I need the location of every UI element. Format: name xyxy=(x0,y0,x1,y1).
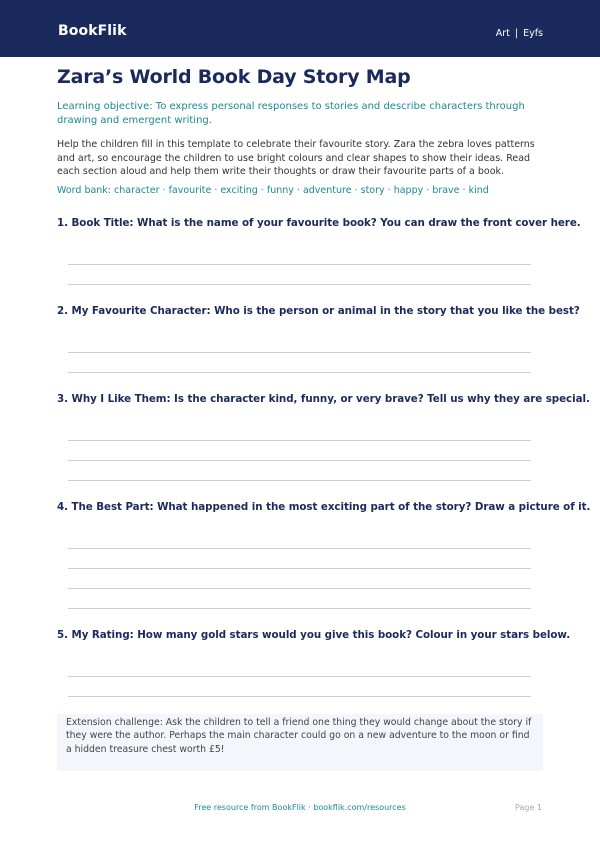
question-5: 5. My Rating: How many gold stars would you give this book? Colour in your stars below. xyxy=(57,629,571,641)
tag-art[interactable]: Art xyxy=(495,28,510,39)
learning-objective: Learning objective: To express personal responses to stories and describe characters through drawing and emergent writing. xyxy=(57,101,525,126)
question-2: 2. My Favourite Character: Who is the person or animal in the story that you like the best? xyxy=(57,305,580,317)
page-title: Zara’s World Book Day Story Map xyxy=(57,66,411,88)
tag-separator: | xyxy=(514,28,519,39)
answer-line[interactable] xyxy=(68,264,531,265)
answer-line[interactable] xyxy=(68,440,531,441)
footer-resource-link[interactable]: Free resource from BookFlik · bookflik.com/resources xyxy=(194,803,406,812)
answer-line[interactable] xyxy=(68,696,531,697)
tag-eyfs[interactable]: Eyfs xyxy=(523,28,543,39)
answer-line[interactable] xyxy=(68,548,531,549)
answer-line[interactable] xyxy=(68,480,531,481)
extension-challenge-box xyxy=(57,714,543,771)
extension-challenge-text: Extension challenge: Ask the children to tell a friend one thing they would change about the story if they were the author. Perhaps the main character could go on a new adventure to the moon or find a hidden treasure chest worth £5! xyxy=(66,717,532,755)
question-3: 3. Why I Like Them: Is the character kind, funny, or very brave? Tell us why they are special. xyxy=(57,393,590,405)
answer-line[interactable] xyxy=(68,568,531,569)
question-1: 1. Book Title: What is the name of your favourite book? You can draw the front cover here. xyxy=(57,217,581,229)
answer-line[interactable] xyxy=(68,372,531,373)
answer-line[interactable] xyxy=(68,284,531,285)
brand-logo-text[interactable]: BookFlik xyxy=(58,23,127,39)
subject-tags xyxy=(496,28,543,39)
answer-line[interactable] xyxy=(68,460,531,461)
answer-line[interactable] xyxy=(68,352,531,353)
page-number: Page 1 xyxy=(515,803,542,812)
question-4: 4. The Best Part: What happened in the most exciting part of the story? Draw a picture of it. xyxy=(57,501,591,513)
intro-paragraph: Help the children fill in this template to celebrate their favourite story. Zara the zebra loves patterns and art, so encourage the children to use bright colours and clear shapes to show their ideas. Read each section aloud and help them write their thoughts or draw their favourite parts of a book. xyxy=(57,139,535,177)
answer-line[interactable] xyxy=(68,676,531,677)
word-bank: Word bank: character · favourite · exciting · funny · adventure · story · happy · brave · kind xyxy=(57,185,489,196)
answer-line[interactable] xyxy=(68,608,531,609)
answer-line[interactable] xyxy=(68,588,531,589)
page-header xyxy=(0,0,600,57)
